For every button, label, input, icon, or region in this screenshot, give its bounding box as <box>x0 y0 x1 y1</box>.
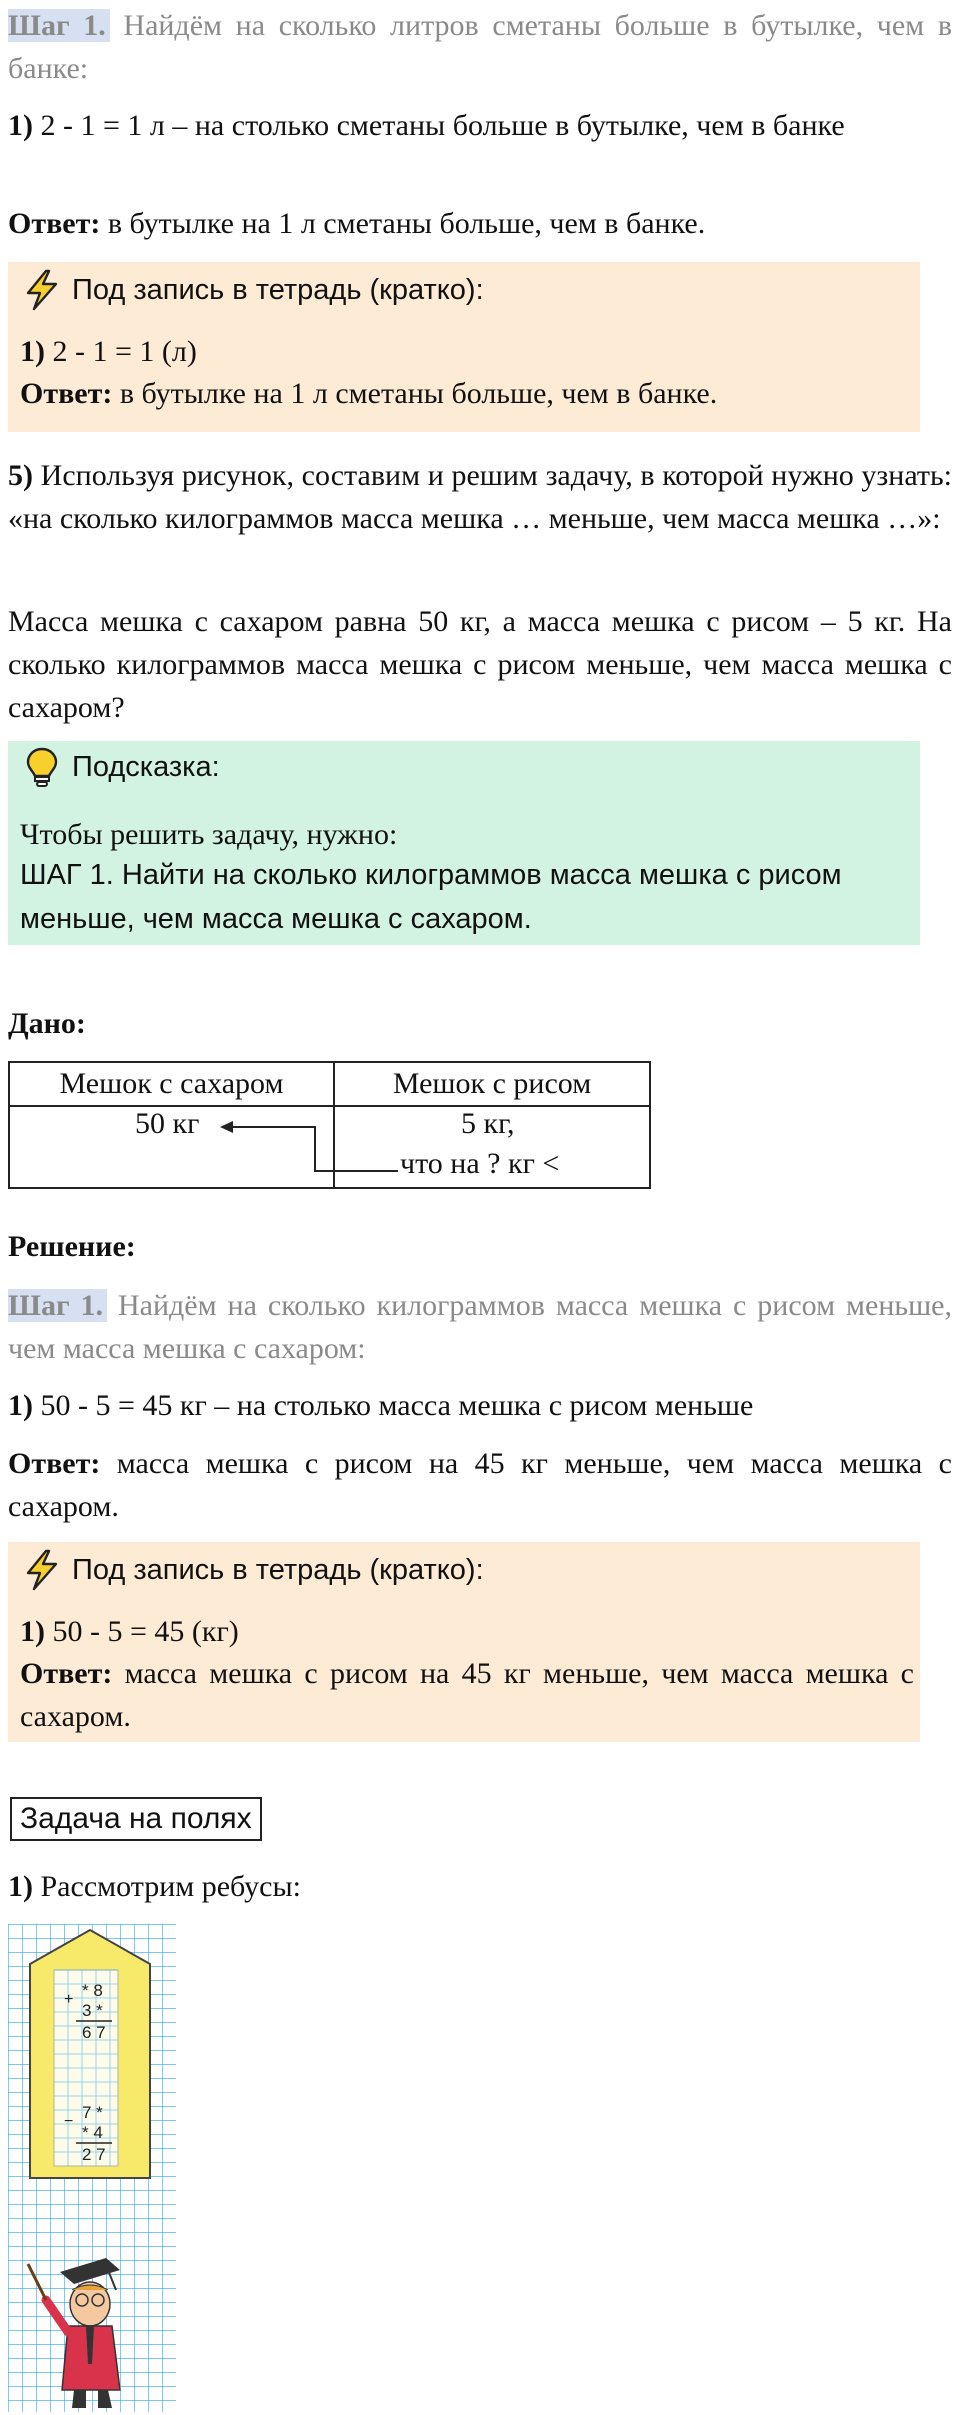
notebook-note-box-2 <box>8 1542 920 1742</box>
rebus-1-sign: + <box>64 1991 74 2008</box>
solution-label-text: Решение: <box>8 1230 136 1263</box>
step-text: Найдём на сколько литров сметаны больше в бутылке, чем в банке: <box>8 9 952 85</box>
hint-step-text: Найти на сколько килограммов масса мешка с рисом меньше, чем масса мешка с сахаром. <box>20 859 842 935</box>
rice-compare: что на ? кг < <box>400 1147 560 1180</box>
rebus-2-result: 2 7 <box>82 2145 106 2164</box>
given-label-text: Дано: <box>8 1007 86 1040</box>
solution-label <box>8 1225 952 1268</box>
answer-text: в бутылке на 1 л сметаны больше, чем в банке. <box>112 377 718 410</box>
col-header-sugar: Мешок с сахаром <box>9 1062 334 1106</box>
line-text: 50 - 5 = 45 (кг) <box>45 1615 239 1648</box>
rebus-2-row-1: 7 * <box>82 2103 103 2122</box>
step-label: Шаг 1. <box>8 9 110 42</box>
sugar-value: 50 кг <box>135 1107 200 1140</box>
margin-task-title: Задача на полях <box>10 1797 262 1841</box>
lightning-icon <box>20 1548 64 1592</box>
answer-text: масса мешка с рисом на 45 кг меньше, чем масса мешка с сахаром. <box>8 1447 952 1523</box>
answer-label: Ответ: <box>20 1657 113 1690</box>
note-line-1 <box>20 1610 239 1653</box>
task-intro-text: Используя рисунок, составим и решим задачу, в которой нужно узнать: «на сколько килограммов масса мешка … меньше, чем масса мешка …»: <box>8 459 952 535</box>
answer-label: Ответ: <box>8 1447 101 1480</box>
line-text: 50 - 5 = 45 кг – на столько масса мешка с рисом меньше <box>33 1389 754 1422</box>
col-header-rice: Мешок с рисом <box>334 1062 650 1106</box>
solution-line-1 <box>8 1384 952 1427</box>
line-text: 2 - 1 = 1 (л) <box>45 335 197 368</box>
note-answer <box>20 1652 914 1738</box>
solution-step-heading <box>8 1284 952 1370</box>
note-title <box>20 1548 484 1592</box>
rebus-illustration <box>8 1924 178 2412</box>
answer-text: в бутылке на 1 л сметаны больше, чем в банке. <box>100 207 706 240</box>
margin-task-line-1 <box>8 1865 952 1908</box>
answer-label: Ответ: <box>8 207 101 240</box>
rebus-1-row-1: * 8 <box>82 1981 103 2000</box>
answer-label: Ответ: <box>20 377 113 410</box>
rebus-1-result: 6 7 <box>82 2023 106 2042</box>
line-text: Рассмотрим ребусы: <box>33 1870 301 1903</box>
task-number: 5) <box>8 459 33 492</box>
rice-value: 5 кг, <box>461 1107 515 1140</box>
note-title-text: Под запись в тетрадь (кратко): <box>72 1554 484 1586</box>
line-text: 2 - 1 = 1 л – на столько сметаны больше в бутылке, чем в банке <box>33 109 845 142</box>
rebus-2-row-2: * 4 <box>82 2123 103 2142</box>
rebus-1-row-2: 3 * <box>82 2001 103 2020</box>
line-number: 1) <box>8 1870 33 1903</box>
step-text: Найдём на сколько килограммов масса мешка с рисом меньше, чем масса мешка с сахаром: <box>8 1289 952 1365</box>
hint-line-1: Чтобы решить задачу, нужно: <box>20 818 398 851</box>
line-number: 1) <box>20 1615 45 1648</box>
step-label: Шаг 1. <box>8 1289 107 1322</box>
note-title-text: Под запись в тетрадь (кратко): <box>72 274 484 306</box>
hint-step-label: ШАГ 1. <box>20 859 114 891</box>
line-number: 1) <box>8 1389 33 1422</box>
line-number: 1) <box>20 335 45 368</box>
solution-answer <box>8 1442 952 1528</box>
rebus-2-sign: − <box>64 2113 74 2130</box>
hint-title-text: Подсказка: <box>72 751 220 783</box>
task-5-problem: Масса мешка с сахаром равна 50 кг, а масса мешка с рисом – 5 кг. На сколько килограммов масса мешка с рисом меньше, чем масса мешка с сахаром? <box>8 605 952 724</box>
answer-text: масса мешка с рисом на 45 кг меньше, чем масса мешка с сахаром. <box>20 1657 914 1733</box>
comparison-arrow <box>0 0 960 1200</box>
line-number: 1) <box>8 109 33 142</box>
